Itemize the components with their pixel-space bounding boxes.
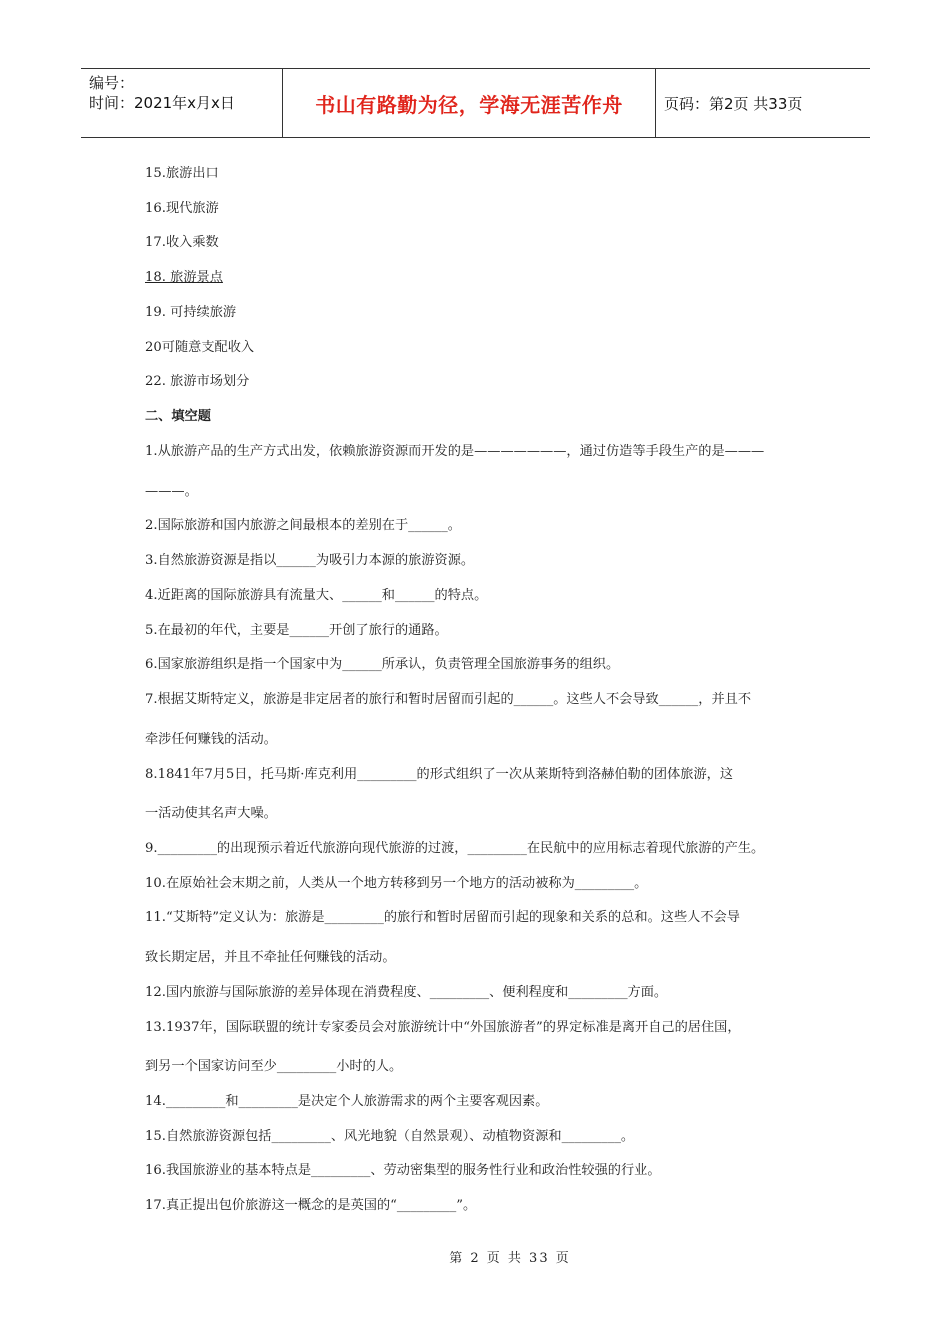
question-line: 13.1937年，国际联盟的统计专家委员会对旅游统计中“外国旅游者”的界定标准是离开自己的居住国，	[145, 1020, 741, 1035]
term-line: 16.现代旅游	[145, 201, 219, 216]
question-line: 牵涉任何赚钱的活动。	[145, 732, 277, 747]
question-line: 7.根据艾斯特定义，旅游是非定居者的旅行和暂时居留而引起的______。这些人不会导致______，并且不	[145, 692, 752, 707]
question-line: 3.自然旅游资源是指以______为吸引力本源的旅游资源。	[145, 553, 475, 568]
motto-text: 书山有路勤为径，学海无涯苦作舟	[315, 92, 623, 117]
term-line: 20可随意支配收入	[145, 340, 255, 355]
question-line: 6.国家旅游组织是指一个国家中为______所承认，负责管理全国旅游事务的组织。	[145, 657, 620, 672]
question-line: 12.国内旅游与国际旅游的差异体现在消费程度、_________、便利程度和_________方面。	[145, 985, 668, 1000]
question-line: 14._________和_________是决定个人旅游需求的两个主要客观因素。	[145, 1094, 549, 1109]
question-line: 15.自然旅游资源包括_________、风光地貌（自然景观）、动植物资源和_________。	[145, 1129, 635, 1144]
question-line: 4.近距离的国际旅游具有流量大、______和______的特点。	[145, 588, 488, 603]
header-left-cell	[81, 69, 282, 137]
question-line: 8.1841年7月5日，托马斯·库克利用_________的形式组织了一次从莱斯特到洛赫伯勒的团体旅游，这	[145, 767, 734, 782]
term-line: 17.收入乘数	[145, 235, 219, 250]
code-label: 编号：	[89, 74, 135, 92]
section-heading: 二、填空题	[145, 409, 211, 424]
time-label: 时间：2021年x月x日	[89, 94, 235, 112]
page-footer: 第 2 页 共 33 页	[449, 1251, 571, 1266]
term-line: 15.旅游出口	[145, 166, 219, 181]
question-line: 致长期定居，并且不牵扯任何赚钱的活动。	[145, 950, 396, 965]
question-line: 16.我国旅游业的基本特点是_________、劳动密集型的服务性行业和政治性较强的行业。	[145, 1163, 661, 1178]
page-info: 页码：第2页 共33页	[664, 94, 803, 113]
header-motto-cell	[282, 69, 656, 137]
term-line: 22. 旅游市场划分	[145, 374, 250, 389]
question-line: 11.“艾斯特”定义认为：旅游是_________的旅行和暂时居留而引起的现象和关系的总和。这些人不会导	[145, 910, 740, 925]
question-line: 到另一个国家访问至少_________小时的人。	[145, 1059, 403, 1074]
question-line: 5.在最初的年代，主要是______开创了旅行的通路。	[145, 623, 448, 638]
term-line-underlined: 18. 旅游景点	[145, 270, 223, 285]
question-line: 9._________的出现预示着近代旅游向现代旅游的过渡，_________在民航中的应用标志着现代旅游的产生。	[145, 841, 765, 856]
question-line: ———。	[145, 484, 198, 499]
question-line: 1.从旅游产品的生产方式出发，依赖旅游资源而开发的是———————，通过仿造等手段生产的是———	[145, 444, 765, 459]
header-table	[81, 68, 870, 138]
header-page-cell	[656, 69, 870, 137]
question-line: 17.真正提出包价旅游这一概念的是英国的“_________”。	[145, 1198, 477, 1213]
question-line: 一活动使其名声大噪。	[145, 806, 277, 821]
term-line: 19. 可持续旅游	[145, 305, 237, 320]
question-line: 10.在原始社会末期之前，人类从一个地方转移到另一个地方的活动被称为_________。	[145, 876, 648, 891]
question-line: 2.国际旅游和国内旅游之间最根本的差别在于______。	[145, 518, 461, 533]
